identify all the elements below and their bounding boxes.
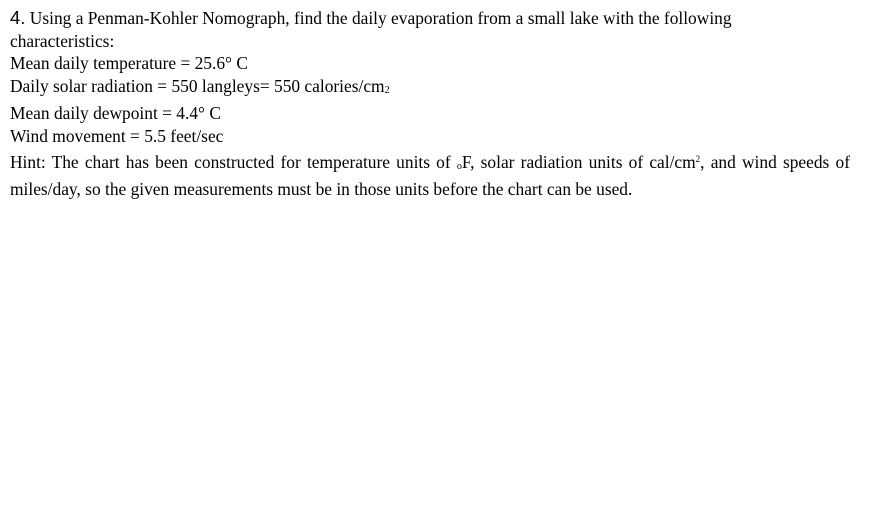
problem-document (10, 7, 870, 201)
question-line-1 (10, 7, 870, 30)
solar-radiation-text: Daily solar radiation = 550 langleys= 550 calories/cm (10, 75, 385, 96)
question-text: Using a Penman-Kohler Nomograph, find the daily evaporation from a small lake with the following (29, 8, 732, 28)
characteristic-temperature: Mean daily temperature = 25.6° C (10, 53, 248, 74)
hint-paragraph (10, 148, 850, 201)
solar-radiation-unit-exponent: 2 (384, 84, 390, 96)
characteristic-wind: Wind movement = 5.5 feet/sec (10, 125, 224, 146)
question-line-2: characteristics: (10, 30, 115, 51)
characteristic-dewpoint: Mean daily dewpoint = 4.4° C (10, 103, 221, 124)
hint-part-1: Hint: The chart has been constructed for temperature units of (10, 151, 457, 172)
hint-degree-mark: o (456, 160, 462, 172)
hint-part-2: F, solar radiation units of cal/cm (461, 151, 696, 172)
question-number: 4. (10, 7, 26, 28)
hint-part-3: , and wind speeds of miles/day, so the given measurements must be in those units before the chart can be used. (10, 151, 850, 200)
hint-exponent: 2 (695, 153, 701, 164)
characteristic-solar-radiation (10, 75, 870, 103)
